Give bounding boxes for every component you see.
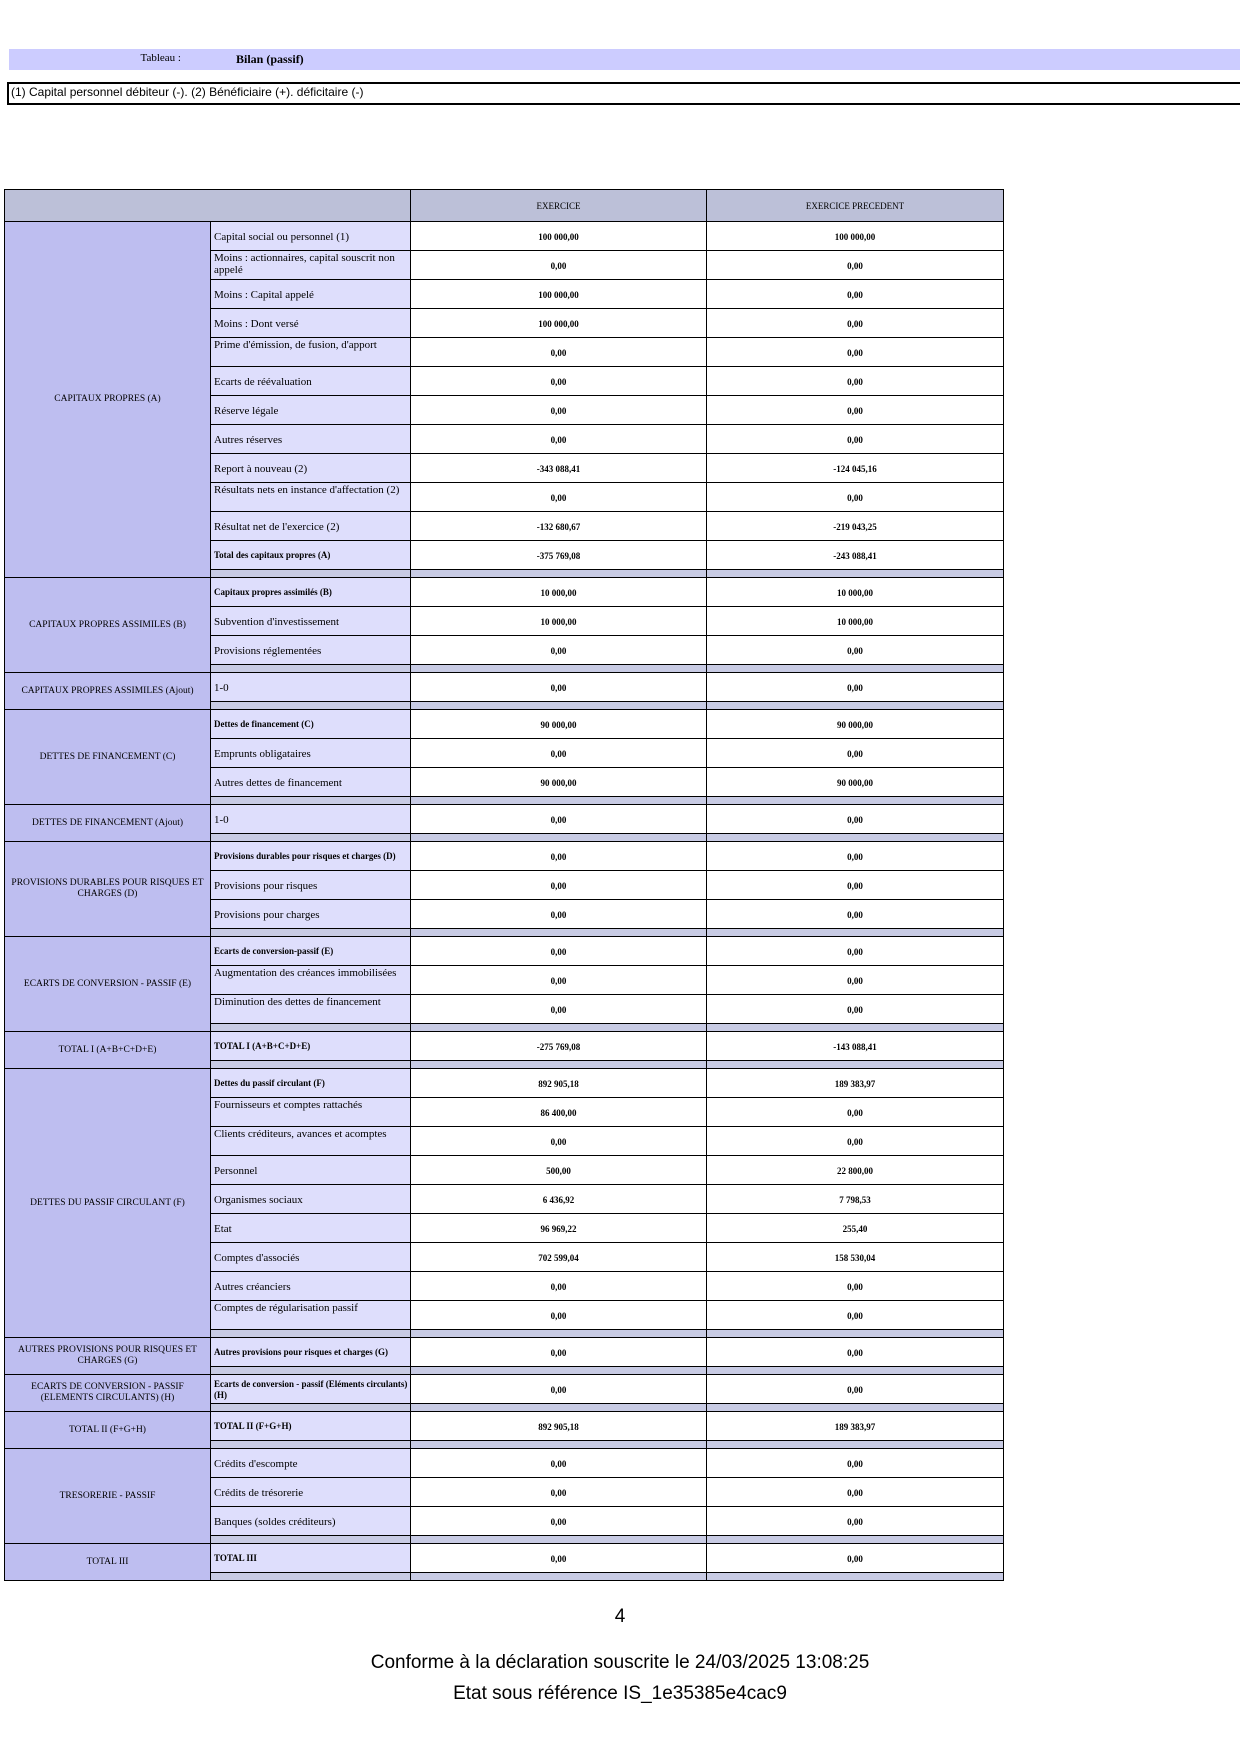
value-exercice-precedent: 90 000,00 (707, 710, 1004, 739)
spacer-cell (707, 570, 1004, 578)
value-exercice-precedent: 0,00 (707, 739, 1004, 768)
value-exercice-precedent: 0,00 (707, 1478, 1004, 1507)
section-label: ECARTS DE CONVERSION - PASSIF (ELEMENTS CIRCULANTS) (H) (5, 1375, 211, 1412)
section-label: DETTES DE FINANCEMENT (C) (5, 710, 211, 805)
spacer-cell (707, 1536, 1004, 1544)
value-exercice: 0,00 (411, 805, 707, 834)
spacer-cell (211, 1061, 411, 1069)
value-exercice-precedent: -243 088,41 (707, 541, 1004, 570)
tableau-label: Tableau : (140, 52, 181, 64)
row-label: Comptes de régularisation passif (211, 1301, 411, 1330)
table-row (5, 805, 1004, 834)
table-row (5, 710, 1004, 739)
spacer-cell (707, 1404, 1004, 1412)
table-row (5, 1449, 1004, 1478)
value-exercice: 0,00 (411, 338, 707, 367)
row-label: Emprunts obligataires (211, 739, 411, 768)
value-exercice: 0,00 (411, 1478, 707, 1507)
value-exercice: 0,00 (411, 425, 707, 454)
spacer-cell (707, 1330, 1004, 1338)
spacer-cell (707, 1061, 1004, 1069)
spacer-cell (211, 570, 411, 578)
value-exercice-precedent: 0,00 (707, 396, 1004, 425)
value-exercice-precedent: 158 530,04 (707, 1243, 1004, 1272)
value-exercice: 100 000,00 (411, 222, 707, 251)
value-exercice: -132 680,67 (411, 512, 707, 541)
row-label: Capital social ou personnel (1) (211, 222, 411, 251)
row-label: Personnel (211, 1156, 411, 1185)
value-exercice: 0,00 (411, 636, 707, 665)
section-label: CAPITAUX PROPRES ASSIMILES (B) (5, 578, 211, 673)
row-label: 1-0 (211, 805, 411, 834)
section-label: AUTRES PROVISIONS POUR RISQUES ET CHARGES (G) (5, 1338, 211, 1375)
header-exercice-precedent: EXERCICE PRECEDENT (707, 190, 1004, 222)
value-exercice-precedent: -124 045,16 (707, 454, 1004, 483)
spacer-cell (707, 1441, 1004, 1449)
value-exercice: 100 000,00 (411, 309, 707, 338)
table-row (5, 673, 1004, 702)
table-row (5, 1412, 1004, 1441)
table-row (5, 1032, 1004, 1061)
title-bar (9, 49, 1240, 70)
row-label: Dettes de financement (C) (211, 710, 411, 739)
value-exercice: 892 905,18 (411, 1069, 707, 1098)
value-exercice-precedent: 255,40 (707, 1214, 1004, 1243)
header-exercice: EXERCICE (411, 190, 707, 222)
value-exercice-precedent: 0,00 (707, 1544, 1004, 1573)
value-exercice: 100 000,00 (411, 280, 707, 309)
value-exercice-precedent: -219 043,25 (707, 512, 1004, 541)
row-label: Autres dettes de financement (211, 768, 411, 797)
value-exercice-precedent: 189 383,97 (707, 1069, 1004, 1098)
row-label: Moins : Dont versé (211, 309, 411, 338)
value-exercice: 0,00 (411, 842, 707, 871)
table-row (5, 937, 1004, 966)
table-row (5, 842, 1004, 871)
value-exercice: 86 400,00 (411, 1098, 707, 1127)
spacer-cell (411, 1061, 707, 1069)
row-label: Provisions durables pour risques et charges (D) (211, 842, 411, 871)
row-label: Augmentation des créances immobilisées (211, 966, 411, 995)
spacer-cell (211, 834, 411, 842)
table-row (5, 222, 1004, 251)
row-label: Dettes du passif circulant (F) (211, 1069, 411, 1098)
value-exercice: 500,00 (411, 1156, 707, 1185)
section-label: TOTAL I (A+B+C+D+E) (5, 1032, 211, 1069)
row-label: Moins : actionnaires, capital souscrit non appelé (211, 251, 411, 280)
value-exercice-precedent: 0,00 (707, 251, 1004, 280)
value-exercice: -275 769,08 (411, 1032, 707, 1061)
row-label: Provisions pour charges (211, 900, 411, 929)
spacer-cell (411, 1441, 707, 1449)
value-exercice: 702 599,04 (411, 1243, 707, 1272)
value-exercice: 0,00 (411, 1544, 707, 1573)
value-exercice-precedent: 0,00 (707, 1507, 1004, 1536)
spacer-cell (211, 1367, 411, 1375)
row-label: Total des capitaux propres (A) (211, 541, 411, 570)
row-label: Crédits de trésorerie (211, 1478, 411, 1507)
value-exercice: 0,00 (411, 251, 707, 280)
row-label: Report à nouveau (2) (211, 454, 411, 483)
value-exercice-precedent: -143 088,41 (707, 1032, 1004, 1061)
value-exercice: 10 000,00 (411, 578, 707, 607)
value-exercice-precedent: 0,00 (707, 1338, 1004, 1367)
spacer-cell (211, 1404, 411, 1412)
row-label: TOTAL I (A+B+C+D+E) (211, 1032, 411, 1061)
header-blank-cell (5, 190, 411, 222)
value-exercice-precedent: 0,00 (707, 483, 1004, 512)
value-exercice: 892 905,18 (411, 1412, 707, 1441)
spacer-cell (211, 702, 411, 710)
spacer-cell (707, 1024, 1004, 1032)
spacer-cell (707, 665, 1004, 673)
value-exercice: 0,00 (411, 1375, 707, 1404)
tableau-title: Bilan (passif) (236, 52, 304, 66)
spacer-cell (707, 797, 1004, 805)
spacer-cell (411, 1404, 707, 1412)
value-exercice-precedent: 7 798,53 (707, 1185, 1004, 1214)
row-label: Subvention d'investissement (211, 607, 411, 636)
value-exercice: 0,00 (411, 673, 707, 702)
footer-reference: Etat sous référence IS_1e35385e4cac9 (453, 1683, 787, 1704)
value-exercice: 0,00 (411, 739, 707, 768)
note-box: (1) Capital personnel débiteur (-). (2) Bénéficiaire (+). déficitaire (-) (7, 82, 1240, 105)
spacer-cell (707, 929, 1004, 937)
value-exercice: 90 000,00 (411, 768, 707, 797)
spacer-cell (211, 1536, 411, 1544)
section-label: TRESORERIE - PASSIF (5, 1449, 211, 1544)
table-row (5, 1375, 1004, 1404)
table-row (5, 1544, 1004, 1573)
row-label: Ecarts de conversion - passif (Eléments circulants) (H) (211, 1375, 411, 1404)
value-exercice-precedent: 0,00 (707, 425, 1004, 454)
spacer-cell (211, 1573, 411, 1581)
value-exercice-precedent: 0,00 (707, 995, 1004, 1024)
spacer-cell (211, 929, 411, 937)
value-exercice-precedent: 0,00 (707, 1449, 1004, 1478)
spacer-cell (411, 665, 707, 673)
section-label: CAPITAUX PROPRES ASSIMILES (Ajout) (5, 673, 211, 710)
value-exercice: 96 969,22 (411, 1214, 707, 1243)
section-label: DETTES DU PASSIF CIRCULANT (F) (5, 1069, 211, 1338)
value-exercice-precedent: 0,00 (707, 673, 1004, 702)
value-exercice-precedent: 189 383,97 (707, 1412, 1004, 1441)
table-row (5, 578, 1004, 607)
section-label: DETTES DE FINANCEMENT (Ajout) (5, 805, 211, 842)
value-exercice-precedent: 22 800,00 (707, 1156, 1004, 1185)
value-exercice-precedent: 10 000,00 (707, 578, 1004, 607)
row-label: Autres créanciers (211, 1272, 411, 1301)
value-exercice: 0,00 (411, 871, 707, 900)
spacer-cell (411, 570, 707, 578)
value-exercice: -343 088,41 (411, 454, 707, 483)
table-header-row (5, 190, 1004, 222)
value-exercice: 0,00 (411, 1338, 707, 1367)
row-label: Provisions réglementées (211, 636, 411, 665)
row-label: Réserve légale (211, 396, 411, 425)
row-label: Provisions pour risques (211, 871, 411, 900)
value-exercice-precedent: 0,00 (707, 1375, 1004, 1404)
row-label: Résultat net de l'exercice (2) (211, 512, 411, 541)
row-label: Banques (soldes créditeurs) (211, 1507, 411, 1536)
row-label: Comptes d'associés (211, 1243, 411, 1272)
value-exercice-precedent: 0,00 (707, 842, 1004, 871)
value-exercice: 0,00 (411, 995, 707, 1024)
spacer-cell (411, 1573, 707, 1581)
section-label: CAPITAUX PROPRES (A) (5, 222, 211, 578)
value-exercice: 0,00 (411, 1301, 707, 1330)
section-label: TOTAL II (F+G+H) (5, 1412, 211, 1449)
value-exercice-precedent: 0,00 (707, 338, 1004, 367)
value-exercice: 0,00 (411, 1507, 707, 1536)
value-exercice-precedent: 0,00 (707, 309, 1004, 338)
row-label: Capitaux propres assimilés (B) (211, 578, 411, 607)
spacer-cell (411, 1367, 707, 1375)
value-exercice: 0,00 (411, 937, 707, 966)
spacer-cell (411, 1024, 707, 1032)
row-label: Autres réserves (211, 425, 411, 454)
value-exercice-precedent: 0,00 (707, 280, 1004, 309)
spacer-cell (411, 929, 707, 937)
spacer-cell (707, 834, 1004, 842)
spacer-cell (211, 797, 411, 805)
value-exercice: 0,00 (411, 900, 707, 929)
row-label: Ecarts de réévaluation (211, 367, 411, 396)
section-label: TOTAL III (5, 1544, 211, 1581)
row-label: Moins : Capital appelé (211, 280, 411, 309)
row-label: TOTAL II (F+G+H) (211, 1412, 411, 1441)
row-label: Autres provisions pour risques et charges (G) (211, 1338, 411, 1367)
row-label: Résultats nets en instance d'affectation (2) (211, 483, 411, 512)
row-label: Prime d'émission, de fusion, d'apport (211, 338, 411, 367)
table-row (5, 1069, 1004, 1098)
value-exercice-precedent: 0,00 (707, 1301, 1004, 1330)
value-exercice: 0,00 (411, 367, 707, 396)
value-exercice: 90 000,00 (411, 710, 707, 739)
value-exercice-precedent: 90 000,00 (707, 768, 1004, 797)
row-label: Clients créditeurs, avances et acomptes (211, 1127, 411, 1156)
value-exercice: 6 436,92 (411, 1185, 707, 1214)
value-exercice: 0,00 (411, 483, 707, 512)
spacer-cell (211, 1441, 411, 1449)
row-label: Etat (211, 1214, 411, 1243)
value-exercice: 10 000,00 (411, 607, 707, 636)
section-label: PROVISIONS DURABLES POUR RISQUES ET CHARGES (D) (5, 842, 211, 937)
spacer-cell (707, 1367, 1004, 1375)
value-exercice: -375 769,08 (411, 541, 707, 570)
spacer-cell (211, 665, 411, 673)
value-exercice: 0,00 (411, 1449, 707, 1478)
value-exercice-precedent: 0,00 (707, 937, 1004, 966)
spacer-cell (411, 834, 707, 842)
value-exercice: 0,00 (411, 1272, 707, 1301)
spacer-cell (211, 1330, 411, 1338)
value-exercice-precedent: 10 000,00 (707, 607, 1004, 636)
row-label: Ecarts de conversion-passif (E) (211, 937, 411, 966)
row-label: Organismes sociaux (211, 1185, 411, 1214)
spacer-cell (411, 1330, 707, 1338)
value-exercice-precedent: 0,00 (707, 1098, 1004, 1127)
spacer-cell (707, 1573, 1004, 1581)
value-exercice-precedent: 0,00 (707, 1272, 1004, 1301)
value-exercice-precedent: 0,00 (707, 900, 1004, 929)
value-exercice-precedent: 0,00 (707, 966, 1004, 995)
section-label: ECARTS DE CONVERSION - PASSIF (E) (5, 937, 211, 1032)
table-row (5, 1338, 1004, 1367)
value-exercice-precedent: 0,00 (707, 805, 1004, 834)
row-label: Crédits d'escompte (211, 1449, 411, 1478)
row-label: Fournisseurs et comptes rattachés (211, 1098, 411, 1127)
value-exercice-precedent: 0,00 (707, 1127, 1004, 1156)
footer-conformity: Conforme à la déclaration souscrite le 24/03/2025 13:08:25 (370, 1652, 870, 1673)
value-exercice-precedent: 0,00 (707, 871, 1004, 900)
spacer-cell (707, 702, 1004, 710)
spacer-cell (411, 1536, 707, 1544)
value-exercice-precedent: 0,00 (707, 367, 1004, 396)
value-exercice-precedent: 100 000,00 (707, 222, 1004, 251)
spacer-cell (211, 1024, 411, 1032)
row-label: TOTAL III (211, 1544, 411, 1573)
value-exercice: 0,00 (411, 396, 707, 425)
spacer-cell (411, 797, 707, 805)
row-label: Diminution des dettes de financement (211, 995, 411, 1024)
value-exercice: 0,00 (411, 966, 707, 995)
value-exercice: 0,00 (411, 1127, 707, 1156)
page-number: 4 (614, 1606, 626, 1627)
bilan-passif-table (4, 189, 1004, 1581)
value-exercice-precedent: 0,00 (707, 636, 1004, 665)
spacer-cell (411, 702, 707, 710)
row-label: 1-0 (211, 673, 411, 702)
